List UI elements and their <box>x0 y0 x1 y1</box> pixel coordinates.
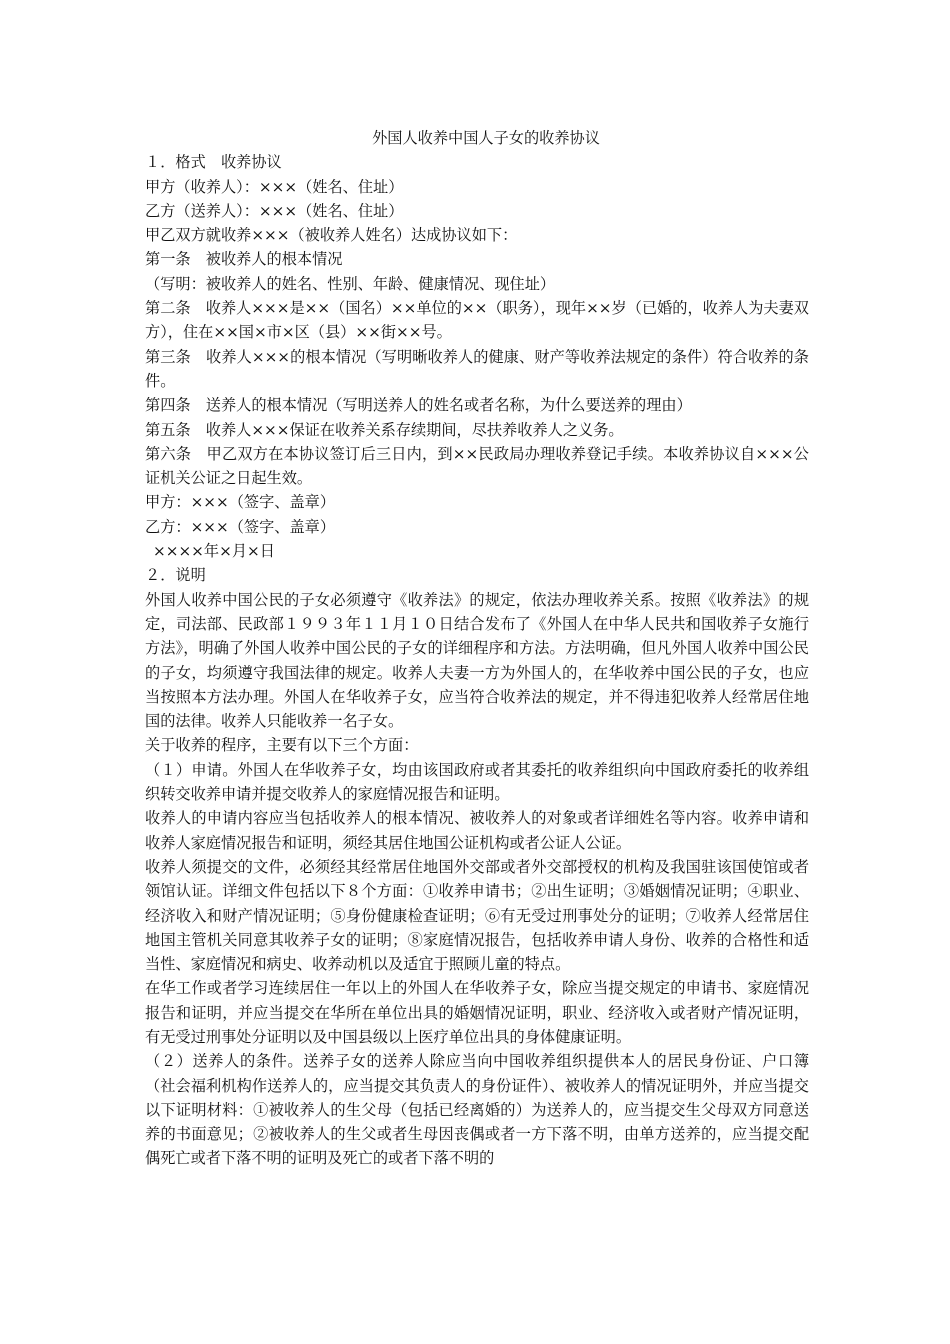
article-6: 第六条 甲乙双方在本协议签订后三日内，到××民政局办理收养登记手续。本收养协议自×××公证机关公证之日起生效。 <box>145 444 809 488</box>
article-5: 第五条 收养人×××保证在收养关系存续期间，尽扶养收养人之义务。 <box>145 420 624 439</box>
article-2: 第二条 收养人×××是××（国名）××单位的××（职务），现年××岁（已婚的，收养人为夫妻双方），住在××国×市×区（县）××街××号。 <box>145 299 809 342</box>
explanation-paragraph-6: 在华工作或者学习连续居住一年以上的外国人在华收养子女，除应当提交规定的申请书、家庭情况报告和证明，并应当提交在华所在单位出具的婚姻情况证明，职业、经济收入或者财产情况证明，有无受过刑事处分证明以及中国县级以上医疗单位出具的身体健康证明。 <box>145 979 809 1046</box>
section-heading-explanation: ２．说明 <box>145 566 206 585</box>
explanation-paragraph-3: （１）申请。外国人在华收养子女，均由该国政府或者其委托的收养组织向中国政府委托的收养组织转交收养申请并提交收养人的家庭情况报告和证明。 <box>145 760 809 804</box>
party-a-line: 甲方（收养人）：×××（姓名、住址） <box>145 177 404 196</box>
signature-party-a: 甲方：×××（签字、盖章） <box>145 493 336 512</box>
explanation-paragraph-1: 外国人收养中国公民的子女必须遵守《收养法》的规定，依法办理收养关系。按照《收养法》的规定，司法部、民政部１９９３年１１月１０日结合发布了《外国人在中华人民共和国收养子女施行方法》，明确了外国人收养中国公民的子女的详细程序和方法。方法明确，但凡外国人收养中国公民的子女，均须遵守我国法律的规定。收养人夫妻一方为外国人的，在华收养中国公民的子女，也应当按照本方法办理。外国人在华收养子女，应当符合收养法的规定，并不得违犯收养人经常居住地国的法律。收养人只能收养一名子女。 <box>145 590 809 731</box>
article-1: 第一条 被收养人的根本情况 <box>145 250 343 269</box>
explanation-paragraph-2: 关于收养的程序，主要有以下三个方面： <box>145 736 419 755</box>
party-b-line: 乙方（送养人）：×××（姓名、住址） <box>145 201 404 220</box>
article-1-note: （写明：被收养人的姓名、性别、年龄、健康情况、现住址） <box>145 274 556 293</box>
article-4: 第四条 送养人的根本情况（写明送养人的姓名或者名称，为什么要送养的理由） <box>145 396 692 415</box>
document-title: 外国人收养中国人子女的收养协议 <box>372 129 600 147</box>
signature-party-b: 乙方：×××（签字、盖章） <box>145 517 336 536</box>
agreement-intro: 甲乙双方就收养×××（被收养人姓名）达成协议如下： <box>145 226 518 245</box>
signature-date: ××××年×月×日 <box>153 542 275 561</box>
explanation-paragraph-7: （２）送养人的条件。送养子女的送养人除应当向中国收养组织提供本人的居民身份证、户口簿（社会福利机构作送养人的，应当提交其负责人的身份证件）、被收养人的情况证明外，并应当提交以下证明材料：①被收养人的生父母（包括已经离婚的）为送养人的，应当提交生父母双方同意送养的书面意见；②被收养人的生父或者生母因丧偶或者一方下落不明，由单方送养的，应当提交配偶死亡或者下落不明的证明及死亡的或者下落不明的 <box>145 1052 809 1168</box>
explanation-paragraph-5: 收养人须提交的文件，必须经其经常居住地国外交部或者外交部授权的机构及我国驻该国使馆或者领馆认证。详细文件包括以下８个方面：①收养申请书；②出生证明；③婚姻情况证明；④职业、经济收入和财产情况证明；⑤身份健康检查证明；⑥有无受过刑事处分的证明；⑦收养人经常居住地国主管机关同意其收养子女的证明；⑧家庭情况报告，包括收养申请人身份、收养的合格性和适当性、家庭情况和病史、收养动机以及适宜于照顾儿童的特点。 <box>145 857 809 974</box>
article-3: 第三条 收养人×××的根本情况（写明晰收养人的健康、财产等收养法规定的条件）符合收养的条件。 <box>145 347 809 390</box>
explanation-paragraph-4: 收养人的申请内容应当包括收养人的根本情况、被收养人的对象或者详细姓名等内容。收养申请和收养人家庭情况报告和证明，须经其居住地国公证机构或者公证人公证。 <box>145 809 809 852</box>
document-body <box>145 126 809 1171</box>
section-heading-format: １．格式 收养协议 <box>145 153 282 172</box>
